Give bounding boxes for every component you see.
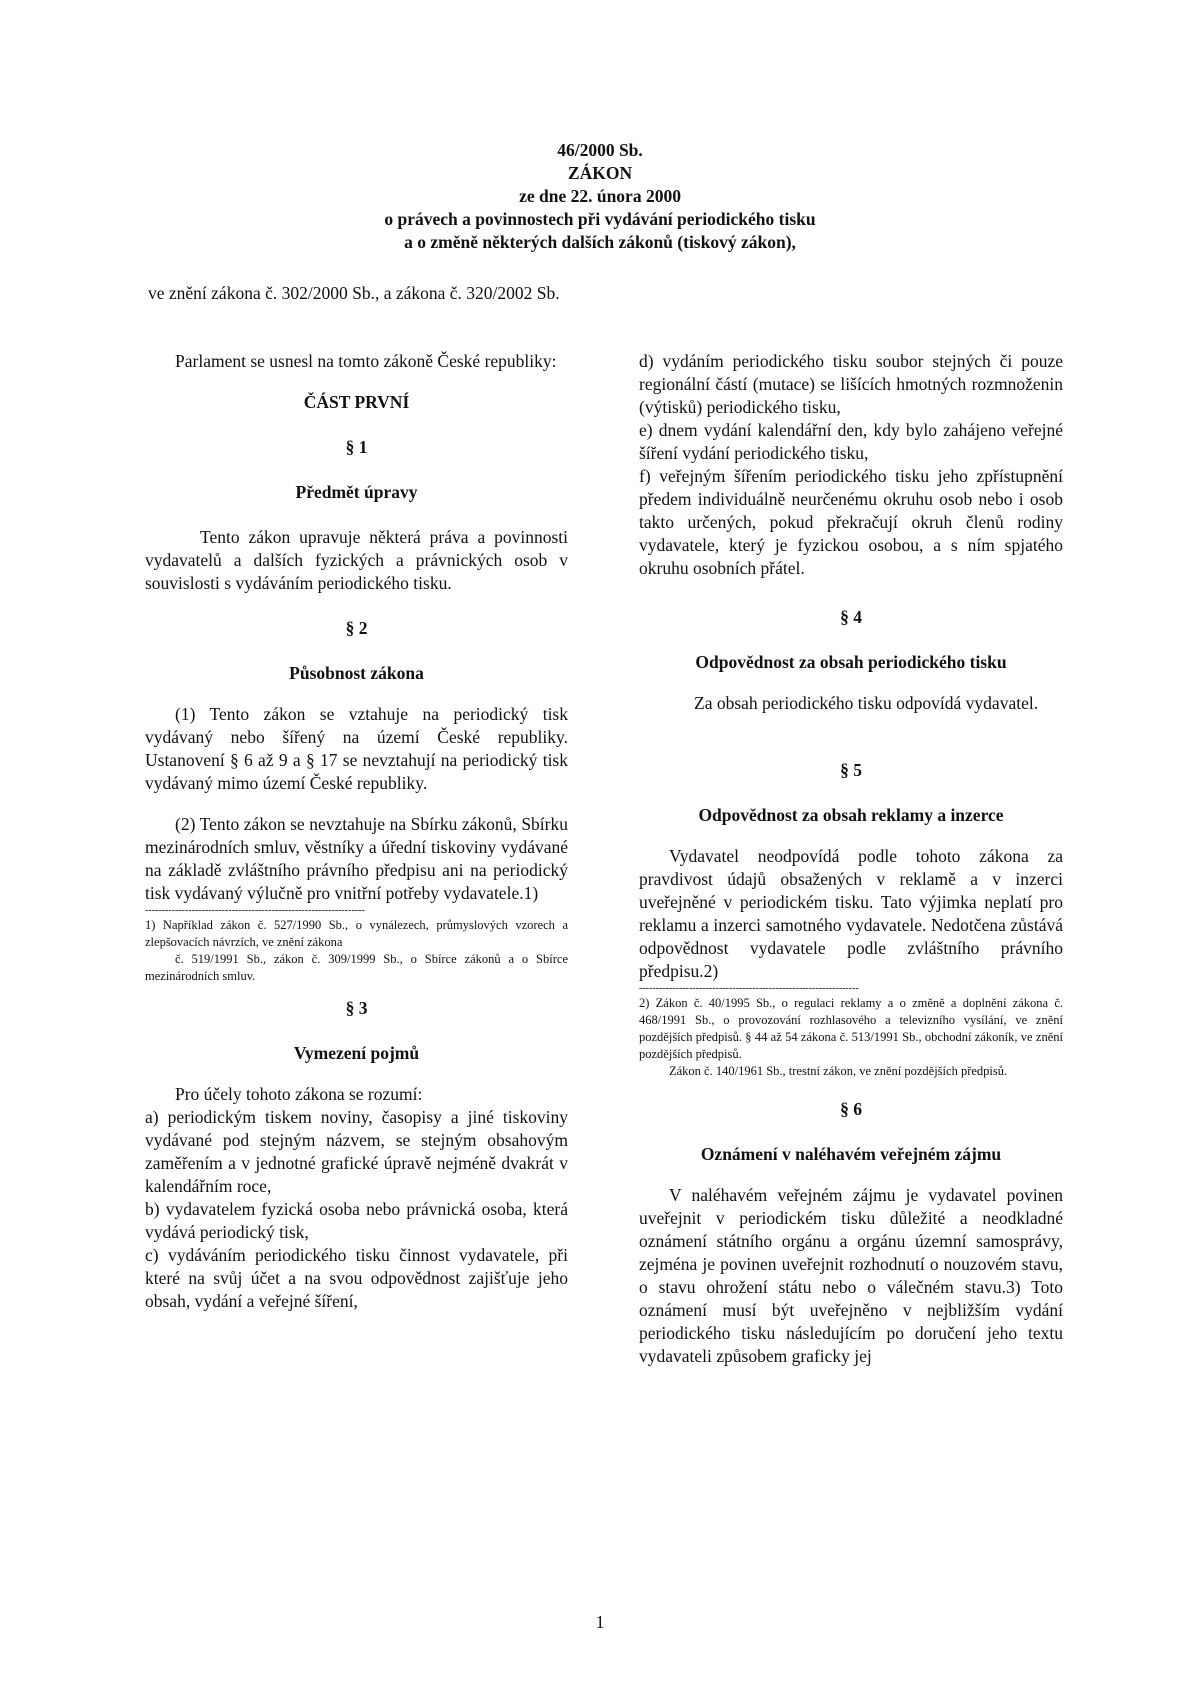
footnote-2-continued: Zákon č. 140/1961 Sb., trestní zákon, ve znění pozdějších předpisů. <box>669 1064 1008 1078</box>
section-2-paragraph-1: (1) Tento zákon se vztahuje na periodický tisk vydávaný nebo šířený na území České republiky. Ustanovení § 6 až 9 a § 17 se nevztahují na periodický tisk vydávaný mimo území České republiky. <box>145 704 568 793</box>
law-title-line-2: a o změně některých dalších zákonů (tiskový zákon), <box>404 232 796 252</box>
definition-f: f) veřejným šířením periodického tisku jeho zpřístupnění předem individuálně neurčenému okruhu osob nebo i osob takto určených, pokud překračují okruh členů rodiny vydavatele, který je fyzickou osobou, a s ním spjatého okruhu osobních přátel. <box>639 466 1063 578</box>
section-2-number: § 2 <box>345 618 368 638</box>
law-header <box>0 139 1200 254</box>
amendments-note: ve znění zákona č. 302/2000 Sb., a zákona č. 320/2002 Sb. <box>148 283 560 303</box>
footnote-1: 1) Například zákon č. 527/1990 Sb., o vynálezech, průmyslových vzorech a zlepšovacích návrzích, ve znění zákona <box>145 918 568 949</box>
intro-paragraph: Parlament se usnesl na tomto zákoně České republiky: <box>175 351 557 371</box>
definition-c: c) vydáváním periodického tisku činnost vydavatele, při které na svůj účet a na svou odpovědnost zajišťuje jeho obsah, vydání a veřejné šíření, <box>145 1245 568 1311</box>
right-column <box>639 350 1063 1368</box>
definition-a: a) periodickým tiskem noviny, časopisy a jiné tiskoviny vydávané pod stejným názvem, se stejným obsahovým zaměřením a v jednotné grafické úpravě nejméně dvakrát v kalendářním roce, <box>145 1107 568 1196</box>
law-title-line-1: o právech a povinnostech při vydávání periodického tisku <box>384 209 816 229</box>
section-4-number: § 4 <box>840 607 862 627</box>
footnote-separator: ------------------------------------------------------------------ <box>639 983 859 994</box>
footnote-block <box>639 995 1063 1080</box>
definition-b: b) vydavatelem fyzická osoba nebo právnická osoba, která vydává periodický tisk, <box>145 1199 568 1242</box>
footnote-2: 2) Zákon č. 40/1995 Sb., o regulaci reklamy a o změně a doplnění zákona č. 468/1991 Sb., o provozování rozhlasového a televizního vysílání, ve znění pozdějších předpisů. § 44 až 54 zákona č. 513/1991 Sb., obchodní zákoník, ve znění pozdějších předpisů. <box>639 996 1063 1061</box>
section-1-title: Předmět úpravy <box>295 482 418 502</box>
section-1-number: § 1 <box>345 437 368 457</box>
section-5-text: Vydavatel neodpovídá podle tohoto zákona za pravdivost údajů obsažených v reklamě a v inzerci uveřejněné v periodickém tisku. Tato výjimka neplatí pro reklamu a inzerci samotného vydavatele. Nedotčena zůstává odpovědnost vydavatele podle zvláštního právního předpisu.2) <box>639 846 1063 981</box>
law-date: ze dne 22. února 2000 <box>519 186 681 206</box>
section-6-title: Oznámení v naléhavém veřejném zájmu <box>700 1144 1002 1164</box>
section-1-text: Tento zákon upravuje některá práva a povinnosti vydavatelů a dalších fyzických a právnických osob v souvislosti s vydáváním periodického tisku. <box>145 527 568 593</box>
section-2-paragraph-2: (2) Tento zákon se nevztahuje na Sbírku zákonů, Sbírku mezinárodních smluv, věstníky a úřední tiskoviny vydávané na základě zvláštního právního předpisu ani na periodický tisk vydávaný výlučně pro vnitřní potřeby vydavatele.1) <box>145 814 568 903</box>
part-heading: ČÁST PRVNÍ <box>303 392 410 412</box>
law-type: ZÁKON <box>567 163 633 183</box>
section-5-number: § 5 <box>840 760 862 780</box>
footnote-separator: ------------------------------------------------------------------ <box>145 905 365 916</box>
section-4-title: Odpovědnost za obsah periodického tisku <box>695 652 1007 672</box>
section-3-intro: Pro účely tohoto zákona se rozumí: <box>175 1084 423 1104</box>
definition-d: d) vydáním periodického tisku soubor stejných či pouze regionální částí (mutace) se lišících hmotných rozmnoženin (výtisků) periodického tisku, <box>639 351 1063 417</box>
left-column <box>145 350 568 1313</box>
law-number: 46/2000 Sb. <box>557 140 643 160</box>
section-6-text: V naléhavém veřejném zájmu je vydavatel povinen uveřejnit v periodickém tisku důležité a neodkladné oznámení státního orgánu a orgánu územní samosprávy, zejména je povinen uveřejnit rozhodnutí o nouzovém stavu, o stavu ohrožení státu nebo o válečném stavu.3) Toto oznámení musí být uveřejněno v nejbližším vydání periodického tisku následujícím po doručení jeho textu vydavateli způsobem graficky jej <box>639 1185 1063 1366</box>
section-5-title: Odpovědnost za obsah reklamy a inzerce <box>698 805 1004 825</box>
footnote-block <box>145 917 568 985</box>
section-2-title: Působnost zákona <box>289 663 424 683</box>
definition-e: e) dnem vydání kalendářní den, kdy bylo zahájeno veřejné šíření vydání periodického tisku, <box>639 420 1063 463</box>
section-4-text: Za obsah periodického tisku odpovídá vydavatel. <box>694 693 1039 713</box>
section-6-number: § 6 <box>840 1099 862 1119</box>
footnote-1-continued: č. 519/1991 Sb., zákon č. 309/1999 Sb., o Sbírce zákonů a o Sbírce mezinárodních smluv. <box>145 952 568 983</box>
section-3-number: § 3 <box>345 998 368 1018</box>
section-3-title: Vymezení pojmů <box>293 1043 420 1063</box>
page-number: 1 <box>595 1612 605 1632</box>
